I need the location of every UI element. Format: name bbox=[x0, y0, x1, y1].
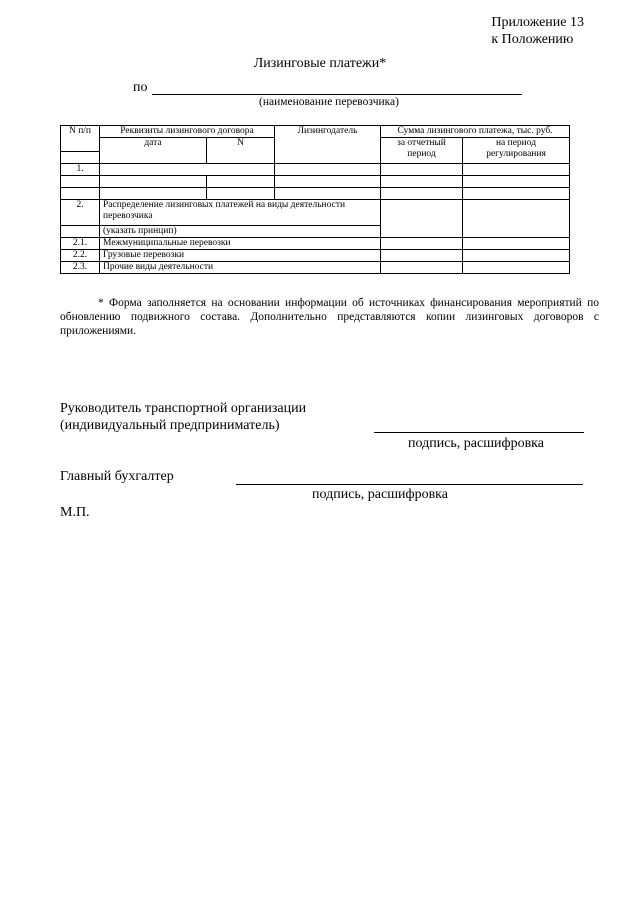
carrier-caption: (наименование перевозчика) bbox=[258, 96, 399, 108]
header-num-spacer bbox=[61, 152, 100, 164]
row-blank-2-num bbox=[61, 188, 100, 200]
row-2-num-cont bbox=[61, 226, 100, 238]
accountant-label: Главный бухгалтер bbox=[60, 469, 174, 484]
row-2-2-num: 2.2. bbox=[61, 250, 100, 262]
row-blank-1-lessor bbox=[275, 176, 381, 188]
carrier-name-line bbox=[152, 94, 522, 95]
row-2-reporting bbox=[381, 200, 463, 238]
row-blank-2-date bbox=[100, 188, 207, 200]
leasing-payments-table bbox=[60, 125, 570, 274]
row-blank-1-num bbox=[61, 176, 100, 188]
row-2-3-reporting bbox=[381, 262, 463, 274]
row-1-reporting bbox=[381, 164, 463, 176]
row-1-lessor bbox=[275, 164, 381, 176]
accountant-signature-line bbox=[236, 484, 583, 485]
row-1-num: 1. bbox=[61, 164, 100, 176]
head-signature-line bbox=[374, 432, 584, 433]
header-reporting: за отчетный период bbox=[381, 138, 463, 164]
row-1-date bbox=[100, 164, 275, 176]
row-blank-1-date bbox=[100, 176, 207, 188]
header-num: N п/п bbox=[61, 126, 100, 152]
header-date: дата bbox=[100, 138, 207, 164]
appendix-reference bbox=[491, 14, 584, 48]
header-amount: Сумма лизингового платежа, тыс. руб. bbox=[381, 126, 570, 138]
header-n: N bbox=[207, 138, 275, 164]
row-2-2-regulation bbox=[463, 250, 570, 262]
accountant-signature-caption: подпись, расшифровка bbox=[312, 487, 448, 502]
row-2-1-num: 2.1. bbox=[61, 238, 100, 250]
appendix-line-2: к Положению bbox=[491, 32, 574, 47]
footnote: * Форма заполняется на основании информации об источниках финансирования мероприятий по обновлению подвижного состава. Дополнительно представляются копии лизинговых договоров с приложениями. bbox=[60, 297, 599, 337]
row-2-3-text: Прочие виды деятельности bbox=[100, 262, 381, 274]
row-blank-2-reporting bbox=[381, 188, 463, 200]
row-blank-1-reporting bbox=[381, 176, 463, 188]
appendix-line-1: Приложение 13 bbox=[491, 15, 584, 30]
header-contract: Реквизиты лизингового договора bbox=[100, 126, 275, 138]
row-blank-2-lessor bbox=[275, 188, 381, 200]
row-2-text: Распределение лизинговых платежей на виды деятельности перевозчика bbox=[100, 200, 381, 226]
row-2-regulation bbox=[463, 200, 570, 238]
head-signature-caption: подпись, расшифровка bbox=[408, 436, 544, 451]
row-2-1-reporting bbox=[381, 238, 463, 250]
row-1-regulation bbox=[463, 164, 570, 176]
row-2-1-text: Межмуниципальные перевозки bbox=[100, 238, 381, 250]
row-2-1-regulation bbox=[463, 238, 570, 250]
head-title-line-1: Руководитель транспортной организации bbox=[60, 401, 307, 416]
row-blank-2-n bbox=[207, 188, 275, 200]
head-title-line-2: (индивидуальный предприниматель) bbox=[60, 418, 280, 433]
row-blank-1-n bbox=[207, 176, 275, 188]
row-2-3-num: 2.3. bbox=[61, 262, 100, 274]
row-blank-1-regulation bbox=[463, 176, 570, 188]
row-2-3-regulation bbox=[463, 262, 570, 274]
carrier-prefix: по bbox=[133, 80, 148, 95]
head-signature-label bbox=[60, 400, 306, 434]
document-title: Лизинговые платежи* bbox=[253, 56, 387, 71]
row-blank-2-regulation bbox=[463, 188, 570, 200]
stamp-place: М.П. bbox=[60, 505, 90, 520]
header-lessor: Лизингодатель bbox=[275, 126, 381, 164]
row-2-2-reporting bbox=[381, 250, 463, 262]
header-regulation: на период регулирования bbox=[463, 138, 570, 164]
row-2-note: (указать принцип) bbox=[100, 226, 381, 238]
row-2-num: 2. bbox=[61, 200, 100, 226]
row-2-2-text: Грузовые перевозки bbox=[100, 250, 381, 262]
